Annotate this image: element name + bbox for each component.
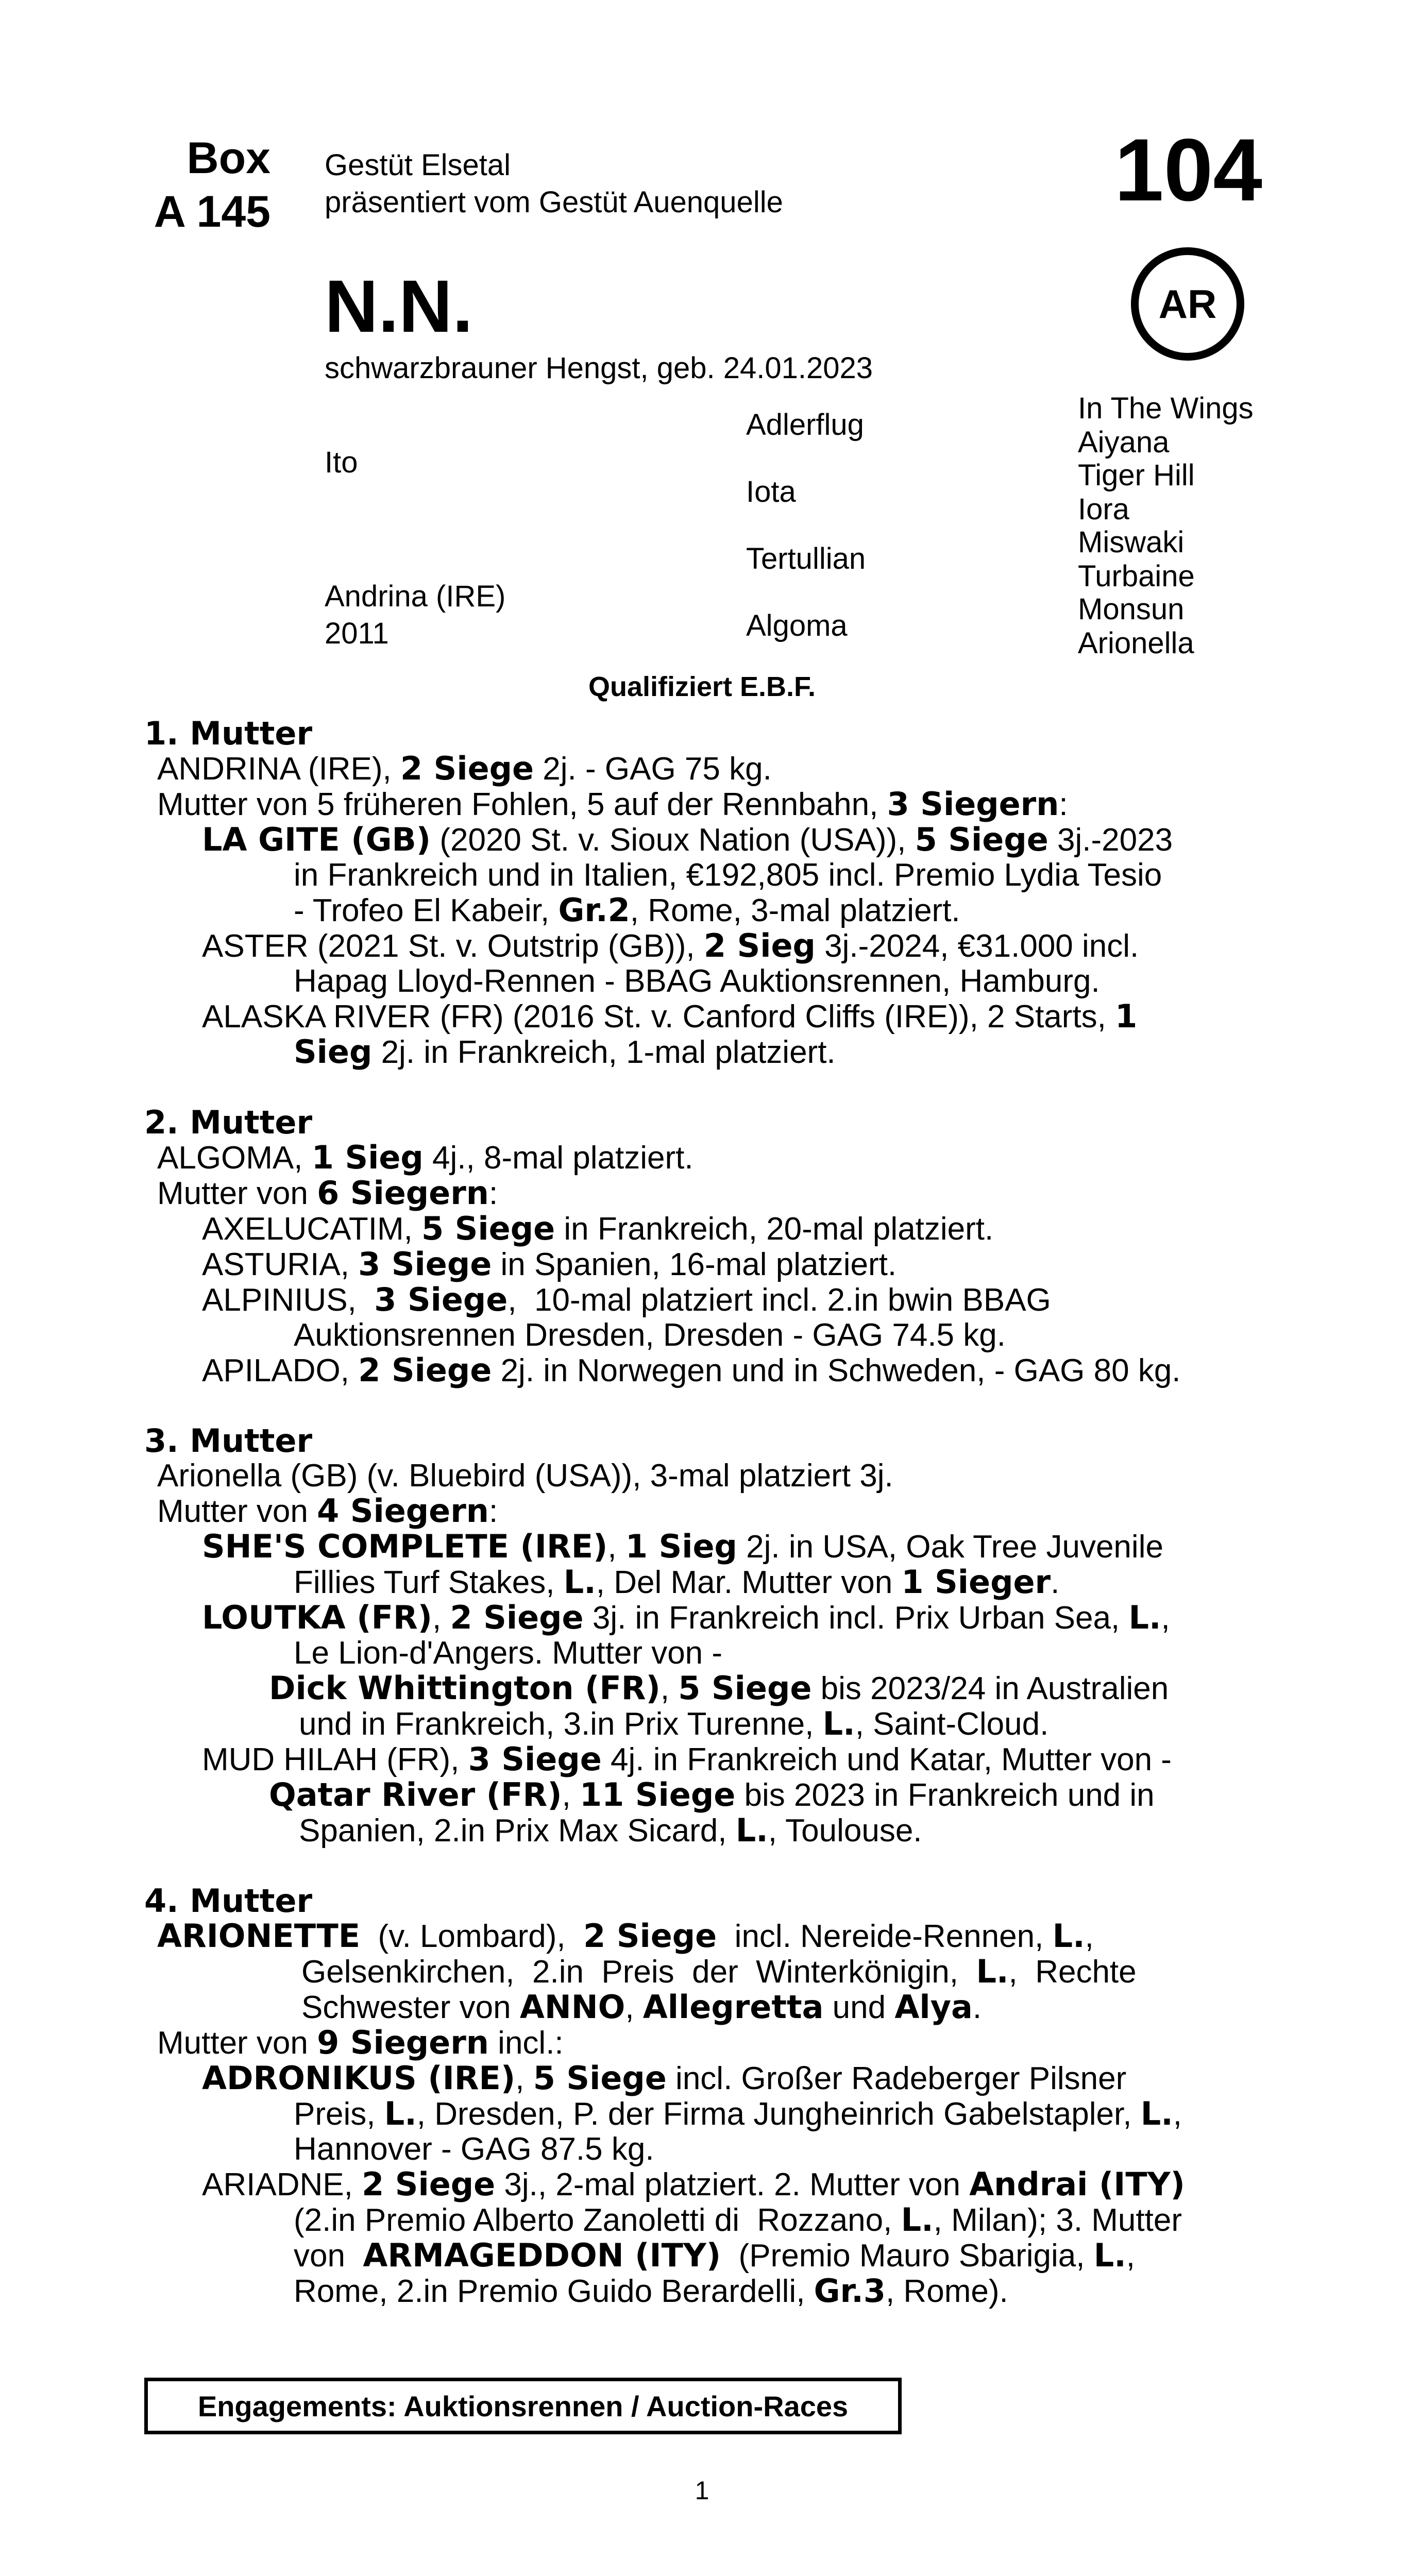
pedigree-great-grandparent: Tiger Hill [1078,459,1195,492]
produce-entry: ASTER (2021 St. v. Outstrip (GB)), 2 Sieg 3j.-2024, €31.000 incl. Hapag Lloyd-Rennen - BBAG Auktionsrennen, Hamburg. [202,927,1139,999]
dam-line: ALGOMA, 1 Sieg 4j., 8-mal platziert. [157,1139,693,1176]
section-heading-4th-dam: 4. Mutter [144,1882,313,1920]
breeder: Gestüt Elsetal [325,148,511,182]
box-label [129,131,270,239]
dam-produce-summary: Mutter von 6 Siegern: [157,1174,498,1212]
produce-entry: Dick Whittington (FR), 5 Siege bis 2023/24 in Australien und in Frankreich, 3.in Prix Turenne, L., Saint-Cloud. [269,1669,1169,1742]
produce-entry: APILADO, 2 Siege 2j. in Norwegen und in Schweden, - GAG 80 kg. [202,1351,1181,1389]
produce-entry: AXELUCATIM, 5 Siege in Frankreich, 20-mal platziert. [202,1210,994,1247]
produce-entry: Qatar River (FR), 11 Siege bis 2023 in Frankreich und in Spanien, 2.in Prix Max Sicard, L., Toulouse. [269,1776,1155,1849]
family-section [144,716,1262,2309]
pedigree-great-grandparent: Arionella [1078,626,1194,660]
section-heading-1st-dam: 1. Mutter [144,715,313,752]
produce-entry: ASTURIA, 3 Siege in Spanien, 16-mal platziert. [202,1245,897,1283]
produce-entry: LOUTKA (FR), 2 Siege 3j. in Frankreich incl. Prix Urban Sea, L., Le Lion-d'Angers. Mutter von - [202,1599,1170,1671]
horse-description: schwarzbrauner Hengst, geb. 24.01.2023 [325,351,873,385]
pedigree-dam-year: 2011 [325,617,389,650]
pedigree-dam: Andrina (IRE) [325,580,506,613]
produce-entry: ALASKA RIVER (FR) (2016 St. v. Canford Cliffs (IRE)), 2 Starts, 1 Sieg 2j. in Frankreich, 1-mal platziert. [202,997,1138,1071]
dam-line: Arionella (GB) (v. Bluebird (USA)), 3-mal platziert 3j. [157,1458,893,1494]
dam-produce-summary: Mutter von 4 Siegern: [157,1492,498,1530]
pedigree-grandparent: Tertullian [746,542,866,575]
ar-badge-text: AR [1158,281,1217,327]
page-number: 1 [695,2476,709,2505]
box-label-line2: A 145 [154,187,270,236]
lot-number: 104 [1114,121,1262,219]
produce-entry: MUD HILAH (FR), 3 Siege 4j. in Frankreich und Katar, Mutter von - [202,1740,1172,1778]
pedigree-great-grandparent: Monsun [1078,592,1185,626]
dam-line: ARIONETTE (v. Lombard), 2 Siege incl. Nereide-Rennen, L., Gelsenkirchen, 2.in Preis der Winterkönigin, L., Rechte Schwester von ANNO, Allegretta und Alya. [157,1917,1137,2026]
pedigree-great-grandparent: Miswaki [1078,526,1185,559]
dam-produce-summary: Mutter von 9 Siegern incl.: [157,2024,564,2061]
presented-by: präsentiert vom Gestüt Auenquelle [325,185,783,219]
produce-entry: SHE'S COMPLETE (IRE), 1 Sieg 2j. in USA, Oak Tree Juvenile Fillies Turf Stakes, L., Del Mar. Mutter von 1 Sieger. [202,1528,1163,1601]
section-heading-3rd-dam: 3. Mutter [144,1422,313,1460]
pedigree-great-grandparent: In The Wings [1078,392,1254,425]
pedigree-great-grandparent: Turbaine [1078,560,1195,593]
engagements-text: Engagements: Auktionsrennen / Auction-Races [197,2389,849,2422]
ar-badge [1131,247,1244,361]
box-label-line1: Box [187,133,270,183]
produce-entry: ALPINIUS, 3 Siege, 10-mal platziert incl. 2.in bwin BBAG Auktionsrennen Dresden, Dresden - GAG 74.5 kg. [202,1281,1051,1353]
produce-entry: ARIADNE, 2 Siege 3j., 2-mal platziert. 2. Mutter von Andrai (ITY) (2.in Premio Alberto Zanoletti di Rozzano, L., Milan); 3. Mutter von ARMAGEDDON (ITY) (Premio Mauro Sbarigia, L., Rome, 2.in Premio Guido Berardelli, Gr.3, Rome). [202,2165,1185,2310]
qualification: Qualifiziert E.B.F. [588,671,816,702]
section-heading-2nd-dam: 2. Mutter [144,1104,313,1141]
produce-entry: ADRONIKUS (IRE), 5 Siege incl. Großer Radeberger Pilsner Preis, L., Dresden, P. der Firma Jungheinrich Gabelstapler, L., Hannover - GAG 87.5 kg. [202,2059,1182,2167]
produce-entry: LA GITE (GB) (2020 St. v. Sioux Nation (USA)), 5 Siege 3j.-2023 in Frankreich und in Italien, €192,805 incl. Premio Lydia Tesio - Trofeo El Kabeir, Gr.2, Rome, 3-mal platziert. [202,821,1173,929]
horse-name: N.N. [325,265,473,348]
dam-produce-summary: Mutter von 5 früheren Fohlen, 5 auf der Rennbahn, 3 Siegern: [157,785,1068,823]
pedigree-great-grandparent: Aiyana [1078,426,1170,459]
engagements-box [144,2378,902,2434]
pedigree-sire: Ito [325,446,358,479]
pedigree-grandparent: Adlerflug [746,408,864,442]
breeder-block [325,147,783,221]
dam-line: ANDRINA (IRE), 2 Siege 2j. - GAG 75 kg. [157,750,772,787]
pedigree-great-grandparent: Iora [1078,493,1129,526]
pedigree-grandparent: Iota [746,475,796,509]
pedigree-grandparent: Algoma [746,609,848,642]
